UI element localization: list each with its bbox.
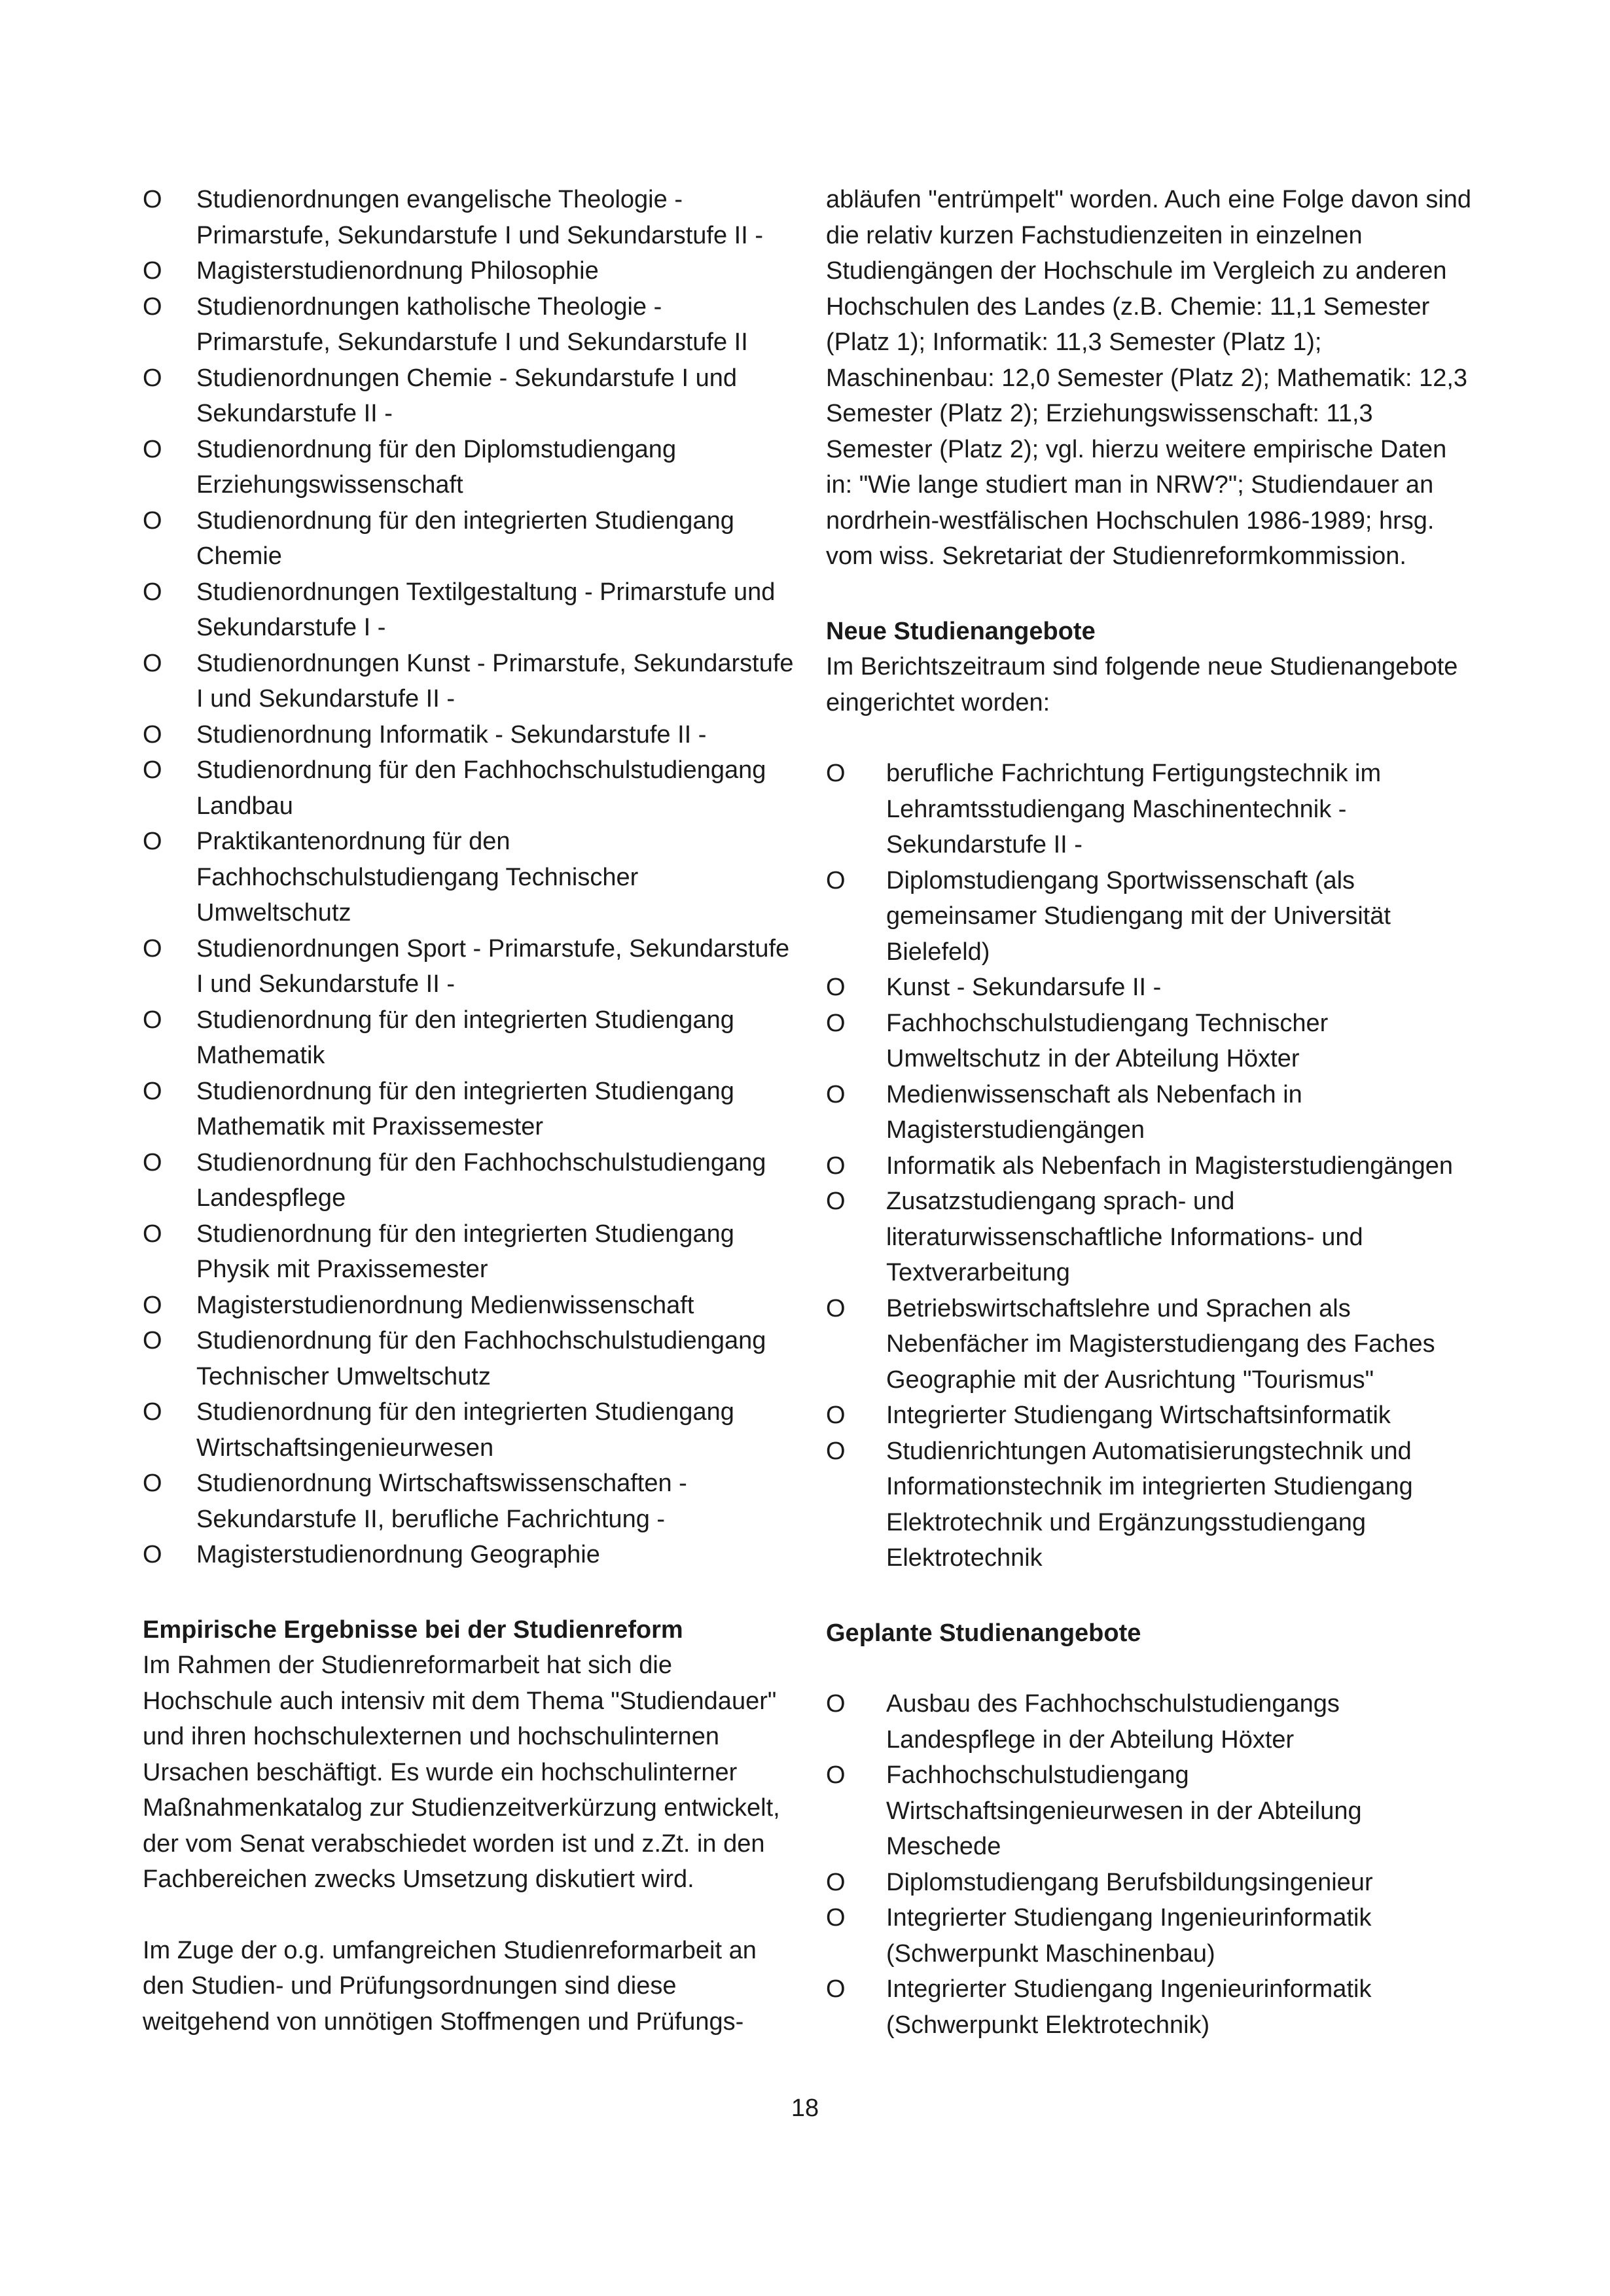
circle-bullet-icon: O bbox=[143, 828, 162, 855]
list-item: O Praktikantenordnung für den Fachhochschulstudiengang Technischer Umweltschutz bbox=[143, 824, 797, 931]
section-heading-geplante-studienangebote: Geplante Studienangebote bbox=[826, 1619, 1141, 1647]
list-item: O Studienordnungen evangelische Theologie - Primarstufe, Sekundarstufe I und Sekundarstufe II - bbox=[143, 182, 797, 253]
circle-bullet-icon: O bbox=[143, 257, 162, 285]
list-item: O Studienordnung für den Fachhochschulstudiengang Landespflege bbox=[143, 1145, 797, 1216]
circle-bullet-icon: O bbox=[826, 1152, 846, 1180]
section-heading-neue-studienangebote: Neue Studienangebote bbox=[826, 617, 1096, 645]
list-item: O Studienordnung für den Fachhochschulstudiengang Landbau bbox=[143, 752, 797, 824]
list-item: O Kunst - Sekundarsufe II - bbox=[826, 970, 1477, 1006]
circle-bullet-icon: O bbox=[826, 1080, 846, 1108]
paragraph-studienreformarbeit: Im Zuge der o.g. umfangreichen Studienreformarbeit an den Studien- und Prüfungsordnungen sind diese weitgehend von unnötigen Stoffmengen und Prüfungs- bbox=[143, 1936, 757, 2036]
list-item: O Ausbau des Fachhochschulstudiengangs Landespflege in der Abteilung Höxter bbox=[826, 1686, 1477, 1757]
circle-bullet-icon: O bbox=[826, 1975, 846, 2003]
list-item: O Magisterstudienordnung Geographie bbox=[143, 1537, 797, 1573]
circle-bullet-icon: O bbox=[143, 1541, 162, 1568]
circle-bullet-icon: O bbox=[826, 1009, 846, 1037]
list-item: O Studienordnungen katholische Theologie - Primarstufe, Sekundarstufe I und Sekundarstufe II bbox=[143, 289, 797, 361]
circle-bullet-icon: O bbox=[826, 1904, 846, 1932]
circle-bullet-icon: O bbox=[143, 756, 162, 784]
list-item: O Fachhochschulstudiengang Technischer Umweltschutz in der Abteilung Höxter bbox=[826, 1006, 1477, 1077]
list-item: O Studienordnung für den Fachhochschulstudiengang Technischer Umweltschutz bbox=[143, 1323, 797, 1394]
page-number: 18 bbox=[791, 2094, 819, 2122]
circle-bullet-icon: O bbox=[143, 1006, 162, 1034]
list-item: O Studienrichtungen Automatisierungstechnik und Informationstechnik im integrierten Studiengang Elektrotechnik und Ergänzungsstudiengang Elektrotechnik bbox=[826, 1434, 1477, 1576]
neue-studienangebote-list bbox=[826, 756, 1477, 1576]
list-item: O Fachhochschulstudiengang Wirtschaftsingenieurwesen in der Abteilung Meschede bbox=[826, 1757, 1477, 1865]
list-item: O Magisterstudienordnung Philosophie bbox=[143, 253, 797, 289]
circle-bullet-icon: O bbox=[143, 1398, 162, 1426]
circle-bullet-icon: O bbox=[143, 1077, 162, 1105]
geplante-studienangebote-list bbox=[826, 1686, 1477, 2043]
list-item: O Integrierter Studiengang Ingenieurinformatik (Schwerpunkt Maschinenbau) bbox=[826, 1900, 1477, 1971]
circle-bullet-icon: O bbox=[143, 1220, 162, 1248]
circle-bullet-icon: O bbox=[826, 1294, 846, 1322]
list-item: O Studienordnung Wirtschaftswissenschaften - Sekundarstufe II, berufliche Fachrichtung - bbox=[143, 1466, 797, 1537]
list-item: O Magisterstudienordnung Medienwissenschaft bbox=[143, 1288, 797, 1324]
circle-bullet-icon: O bbox=[826, 1690, 846, 1718]
list-item: O Betriebswirtschaftslehre und Sprachen als Nebenfächer im Magisterstudiengang des Faches Geographie mit der Ausrichtung "Tourismus" bbox=[826, 1291, 1477, 1398]
list-item: O Diplomstudiengang Sportwissenschaft (als gemeinsamer Studiengang mit der Universität Bielefeld) bbox=[826, 863, 1477, 970]
circle-bullet-icon: O bbox=[826, 1761, 846, 1789]
circle-bullet-icon: O bbox=[143, 720, 162, 749]
left-column bbox=[143, 182, 797, 2040]
circle-bullet-icon: O bbox=[826, 1437, 846, 1465]
list-item: O Diplomstudiengang Berufsbildungsingenieur bbox=[826, 1865, 1477, 1901]
paragraph-neue-intro: Im Berichtszeitraum sind folgende neue Studienangebote eingerichtet worden: bbox=[826, 653, 1458, 716]
circle-bullet-icon: O bbox=[143, 186, 162, 213]
list-item: O Medienwissenschaft als Nebenfach in Magisterstudiengängen bbox=[826, 1077, 1477, 1148]
circle-bullet-icon: O bbox=[143, 578, 162, 606]
circle-bullet-icon: O bbox=[143, 506, 162, 535]
list-item: O Informatik als Nebenfach in Magisterstudiengängen bbox=[826, 1148, 1477, 1184]
list-item: O Zusatzstudiengang sprach- und literaturwissenschaftliche Informations- und Textverarbeitung bbox=[826, 1184, 1477, 1291]
circle-bullet-icon: O bbox=[143, 1291, 162, 1319]
circle-bullet-icon: O bbox=[826, 1188, 846, 1215]
list-item: O berufliche Fachrichtung Fertigungstechnik im Lehramtsstudiengang Maschinentechnik - Sekundarstufe II - bbox=[826, 756, 1477, 863]
circle-bullet-icon: O bbox=[826, 760, 846, 787]
list-item: O Studienordnung für den integrierten Studiengang Chemie bbox=[143, 503, 797, 574]
paragraph-continuation: abläufen "entrümpelt" worden. Auch eine Folge davon sind die relativ kurzen Fachstudienzeiten in einzelnen Studiengängen der Hochschule im Vergleich zu anderen Hochschulen des Landes (z.B. Chemie: 11,1 Semester (Platz 1); Informatik: 11,3 Semester (Platz 1); Maschinenbau: 12,0 Semester (Platz 2); Mathematik: 12,3 Semester (Platz 2); Erziehungswissenschaft: 11,3 Semester (Platz 2); vgl. hierzu weitere empirische Daten in: "Wie lange studiert man in NRW?"; Studiendauer an nordrhein-westfälischen Hochschulen 1986-1989; hrsg. vom wiss. Sekretariat der Studienreformkommission. bbox=[826, 186, 1472, 570]
circle-bullet-icon: O bbox=[826, 1868, 846, 1896]
list-item: O Integrierter Studiengang Wirtschaftsinformatik bbox=[826, 1398, 1477, 1434]
list-item: O Studienordnungen Kunst - Primarstufe, Sekundarstufe I und Sekundarstufe II - bbox=[143, 646, 797, 717]
list-item: O Studienordnungen Textilgestaltung - Primarstufe und Sekundarstufe I - bbox=[143, 574, 797, 646]
circle-bullet-icon: O bbox=[143, 649, 162, 677]
studienordnungen-list bbox=[143, 182, 797, 1573]
circle-bullet-icon: O bbox=[826, 1402, 846, 1429]
list-item: O Studienordnungen Chemie - Sekundarstufe I und Sekundarstufe II - bbox=[143, 361, 797, 432]
circle-bullet-icon: O bbox=[143, 292, 162, 321]
list-item: O Studienordnung für den integrierten Studiengang Wirtschaftsingenieurwesen bbox=[143, 1394, 797, 1466]
circle-bullet-icon: O bbox=[143, 435, 162, 463]
circle-bullet-icon: O bbox=[826, 974, 846, 1001]
list-item: O Integrierter Studiengang Ingenieurinformatik (Schwerpunkt Elektrotechnik) bbox=[826, 1971, 1477, 2043]
list-item: O Studienordnung für den integrierten Studiengang Mathematik bbox=[143, 1002, 797, 1074]
paragraph-studiendauer: Im Rahmen der Studienreformarbeit hat sich die Hochschule auch intensiv mit dem Thema "Studiendauer" und ihren hochschulexternen und hochschulinternen Ursachen beschäftigt. Es wurde ein hochschulinterner Maßnahmenkatalog zur Studienzeitverkürzung entwickelt, der vom Senat verabschiedet worden ist und z.Zt. in den Fachbereichen zwecks Umsetzung diskutiert wird. bbox=[143, 1651, 780, 1893]
list-item: O Studienordnung Informatik - Sekundarstufe II - bbox=[143, 717, 797, 753]
circle-bullet-icon: O bbox=[143, 1470, 162, 1497]
circle-bullet-icon: O bbox=[143, 934, 162, 963]
circle-bullet-icon: O bbox=[143, 1148, 162, 1176]
circle-bullet-icon: O bbox=[143, 364, 162, 392]
list-item: O Studienordnungen Sport - Primarstufe, Sekundarstufe I und Sekundarstufe II - bbox=[143, 931, 797, 1002]
section-heading-empirische-ergebnisse: Empirische Ergebnisse bei der Studienreform bbox=[143, 1616, 683, 1644]
circle-bullet-icon: O bbox=[143, 1327, 162, 1354]
right-column bbox=[826, 182, 1477, 2043]
list-item: O Studienordnung für den Diplomstudiengang Erziehungswissenschaft bbox=[143, 432, 797, 503]
list-item: O Studienordnung für den integrierten Studiengang Physik mit Praxissemester bbox=[143, 1216, 797, 1288]
circle-bullet-icon: O bbox=[826, 866, 846, 894]
list-item: O Studienordnung für den integrierten Studiengang Mathematik mit Praxissemester bbox=[143, 1074, 797, 1145]
